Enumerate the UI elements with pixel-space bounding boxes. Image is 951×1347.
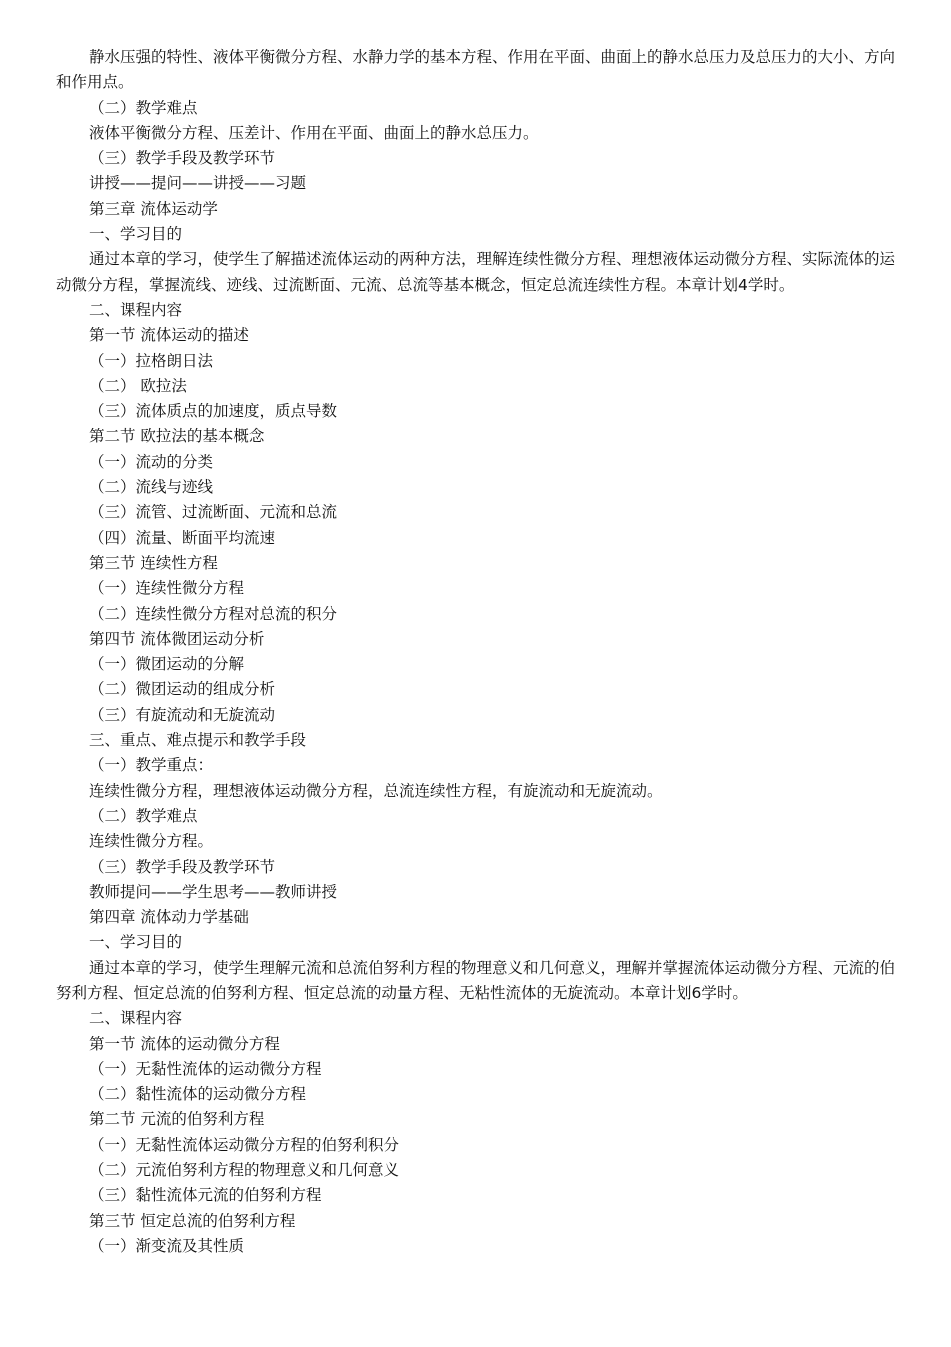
paragraph-line: 第三章 流体运动学: [89, 199, 218, 218]
subsection-line: （二）教学难点: [89, 806, 198, 825]
document-body: [56, 45, 898, 1259]
subsection-line: （一）教学重点：: [89, 756, 214, 775]
paragraph-line: 第二节 欧拉法的基本概念: [89, 427, 265, 446]
paragraph-line: 第三节 恒定总流的伯努利方程: [89, 1211, 296, 1230]
paragraph-line: 第一节 流体运动的描述: [89, 326, 249, 345]
subsection-line: （一）渐变流及其性质: [89, 1236, 245, 1255]
paragraph-line: 一、学习目的: [89, 933, 183, 952]
subsection-line: （一）微团运动的分解: [89, 655, 245, 674]
subsection-line: （二）流线与迹线: [89, 478, 214, 497]
subsection-line: （一）无黏性流体的运动微分方程: [89, 1059, 322, 1078]
paragraph-line: 静水压强的特性、液体平衡微分方程、水静力学的基本方程、作用在平面、曲面上的静水总压力及总压力的大小、方向和作用点。: [56, 48, 896, 92]
subsection-line: （三）教学手段及教学环节: [89, 149, 276, 168]
subsection-line: （三）教学手段及教学环节: [89, 857, 276, 876]
subsection-line: （二）连续性微分方程对总流的积分: [89, 604, 338, 623]
paragraph-line: 第二节 元流的伯努利方程: [89, 1110, 265, 1129]
paragraph-line: 连续性微分方程，理想液体运动微分方程，总流连续性方程，有旋流动和无旋流动。: [89, 781, 663, 800]
subsection-line: （二）黏性流体的运动微分方程: [89, 1085, 307, 1104]
paragraph-line: 液体平衡微分方程、压差计、作用在平面、曲面上的静水总压力。: [89, 123, 539, 142]
subsection-line: （四）流量、断面平均流速: [89, 528, 276, 547]
paragraph-line: 二、课程内容: [89, 300, 183, 319]
subsection-line: （二）微团运动的组成分析: [89, 680, 276, 699]
subsection-line: （二）教学难点: [89, 98, 198, 117]
subsection-line: （一）连续性微分方程: [89, 579, 245, 598]
paragraph-line: 通过本章的学习，使学生理解元流和总流伯努利方程的物理意义和几何意义，理解并掌握流体运动微分方程、元流的伯努利方程、恒定总流的伯努利方程、恒定总流的动量方程、无粘性流体的无旋流动。本章计划6学时。: [56, 958, 896, 1002]
subsection-line: （一）流动的分类: [89, 452, 214, 471]
paragraph-line: 一、学习目的: [89, 225, 183, 244]
subsection-line: （三）黏性流体元流的伯努利方程: [89, 1186, 322, 1205]
paragraph-line: 讲授——提问——讲授——习题: [89, 174, 307, 193]
paragraph-line: 第四节 流体微团运动分析: [89, 629, 265, 648]
subsection-line: （三）有旋流动和无旋流动: [89, 705, 276, 724]
subsection-line: （三）流体质点的加速度，质点导数: [89, 402, 338, 421]
paragraph-line: 二、课程内容: [89, 1009, 183, 1028]
subsection-line: （三）流管、过流断面、元流和总流: [89, 503, 338, 522]
paragraph-line: 通过本章的学习，使学生了解描述流体运动的两种方法，理解连续性微分方程、理想液体运动微分方程、实际流体的运动微分方程，掌握流线、迹线、过流断面、元流、总流等基本概念，恒定总流连续性方程。本章计划4学时。: [56, 250, 896, 294]
subsection-line: （二）元流伯努利方程的物理意义和几何意义: [89, 1161, 400, 1180]
paragraph-line: 连续性微分方程。: [89, 832, 214, 851]
paragraph-line: 第三节 连续性方程: [89, 553, 218, 572]
paragraph-line: 第四章 流体动力学基础: [89, 908, 249, 927]
paragraph-line: 教师提问——学生思考——教师讲授: [89, 882, 338, 901]
subsection-line: （二） 欧拉法: [89, 376, 187, 395]
subsection-line: （一）无黏性流体运动微分方程的伯努利积分: [89, 1135, 400, 1154]
subsection-line: （一）拉格朗日法: [89, 351, 214, 370]
paragraph-line: 三、重点、难点提示和教学手段: [89, 731, 307, 750]
paragraph-line: 第一节 流体的运动微分方程: [89, 1034, 280, 1053]
